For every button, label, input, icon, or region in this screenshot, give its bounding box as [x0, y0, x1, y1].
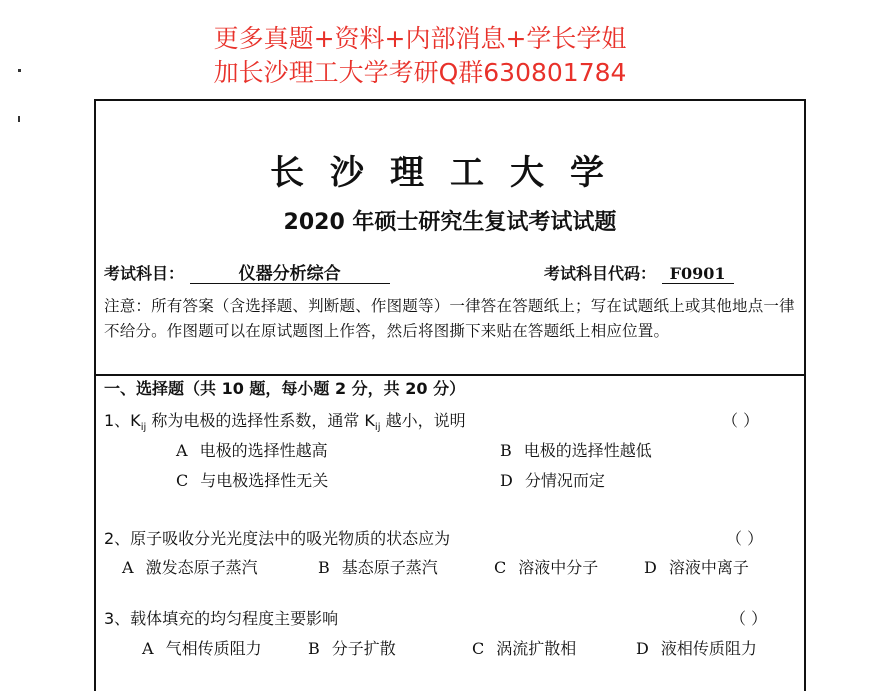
option-text: 激发态原子蒸汽 [145, 558, 258, 577]
option-letter: D [636, 639, 649, 658]
question-1-option-a [176, 438, 328, 461]
subject-value: 仪器分析综合 [190, 265, 390, 284]
option-letter: A [142, 639, 154, 658]
q1-subscript: ij [374, 422, 381, 434]
exam-title: 2020 年硕士研究生复试考试试题 [283, 210, 617, 235]
question-3-option-b [308, 636, 396, 659]
option-letter: B [308, 639, 320, 658]
option-text: 基态原子蒸汽 [341, 558, 438, 577]
option-letter: A [176, 441, 188, 460]
option-text: 溶液中离子 [668, 558, 749, 577]
question-3-option-a [142, 636, 262, 659]
exam-notice: 注意：所有答案（含选择题、判断题、作图题等）一律答在答题纸上；写在试题纸上或其他地点一律不给分。作图题可以在原试题图上作答，然后将图撕下来贴在答题纸上相应位置。 [104, 297, 795, 340]
option-text: 溶液中分子 [518, 558, 599, 577]
subject-code-value: F0901 [662, 265, 734, 284]
section-title: 一、选择题（共 10 题，每小题 2 分，共 20 分） [104, 379, 466, 398]
question-1-answer-blank: （ ） [722, 411, 760, 430]
option-letter: C [472, 639, 485, 658]
question-1-stem [104, 408, 466, 433]
question-2-option-a [122, 555, 258, 578]
scan-speck [18, 69, 21, 72]
promo-banner-line-1: 更多真题+资料+内部消息+学长学姐 [213, 24, 627, 53]
q1-stem-part: 越小，说明 [380, 411, 466, 430]
option-text: 分子扩散 [331, 639, 396, 658]
subject-code-row [544, 261, 734, 284]
subject-row [104, 261, 390, 284]
question-3-answer-blank: （ ） [730, 609, 768, 628]
question-1-option-b [500, 438, 652, 461]
option-text: 电极的选择性越高 [199, 441, 328, 460]
question-3-option-d [636, 636, 757, 659]
question-3-stem: 3、载体填充的均匀程度主要影响 [104, 609, 339, 628]
q1-stem-part: 称为电极的选择性系数，通常 K [146, 411, 375, 430]
option-text: 分情况而定 [524, 471, 605, 490]
question-2-answer-blank: （ ） [726, 529, 764, 548]
exam-paper [94, 99, 806, 691]
option-text: 液相传质阻力 [660, 639, 757, 658]
option-letter: D [644, 558, 657, 577]
subject-label: 考试科目： [104, 264, 185, 283]
option-letter: C [176, 471, 189, 490]
q1-subscript: ij [140, 422, 147, 434]
option-text: 气相传质阻力 [165, 639, 262, 658]
question-2-option-d [644, 555, 749, 578]
option-letter: B [318, 558, 330, 577]
subject-code-label: 考试科目代码： [544, 264, 657, 283]
q1-stem-part: 1、K [104, 411, 141, 430]
promo-banner-line-2: 加长沙理工大学考研Q群630801784 [213, 58, 627, 87]
question-2-option-b [318, 555, 438, 578]
question-3-option-c [472, 636, 576, 659]
option-text: 涡流扩散相 [496, 639, 577, 658]
option-text: 与电极选择性无关 [200, 471, 329, 490]
option-letter: D [500, 471, 513, 490]
option-text: 电极的选择性越低 [523, 441, 652, 460]
option-letter: C [494, 558, 507, 577]
question-1-option-d [500, 468, 605, 491]
option-letter: B [500, 441, 512, 460]
question-1-option-c [176, 468, 328, 491]
question-2-stem: 2、原子吸收分光光度法中的吸光物质的状态应为 [104, 529, 451, 548]
scan-speck [18, 116, 20, 122]
question-2-option-c [494, 555, 598, 578]
option-letter: A [122, 558, 134, 577]
university-name: 长沙理工大学 [270, 153, 630, 193]
